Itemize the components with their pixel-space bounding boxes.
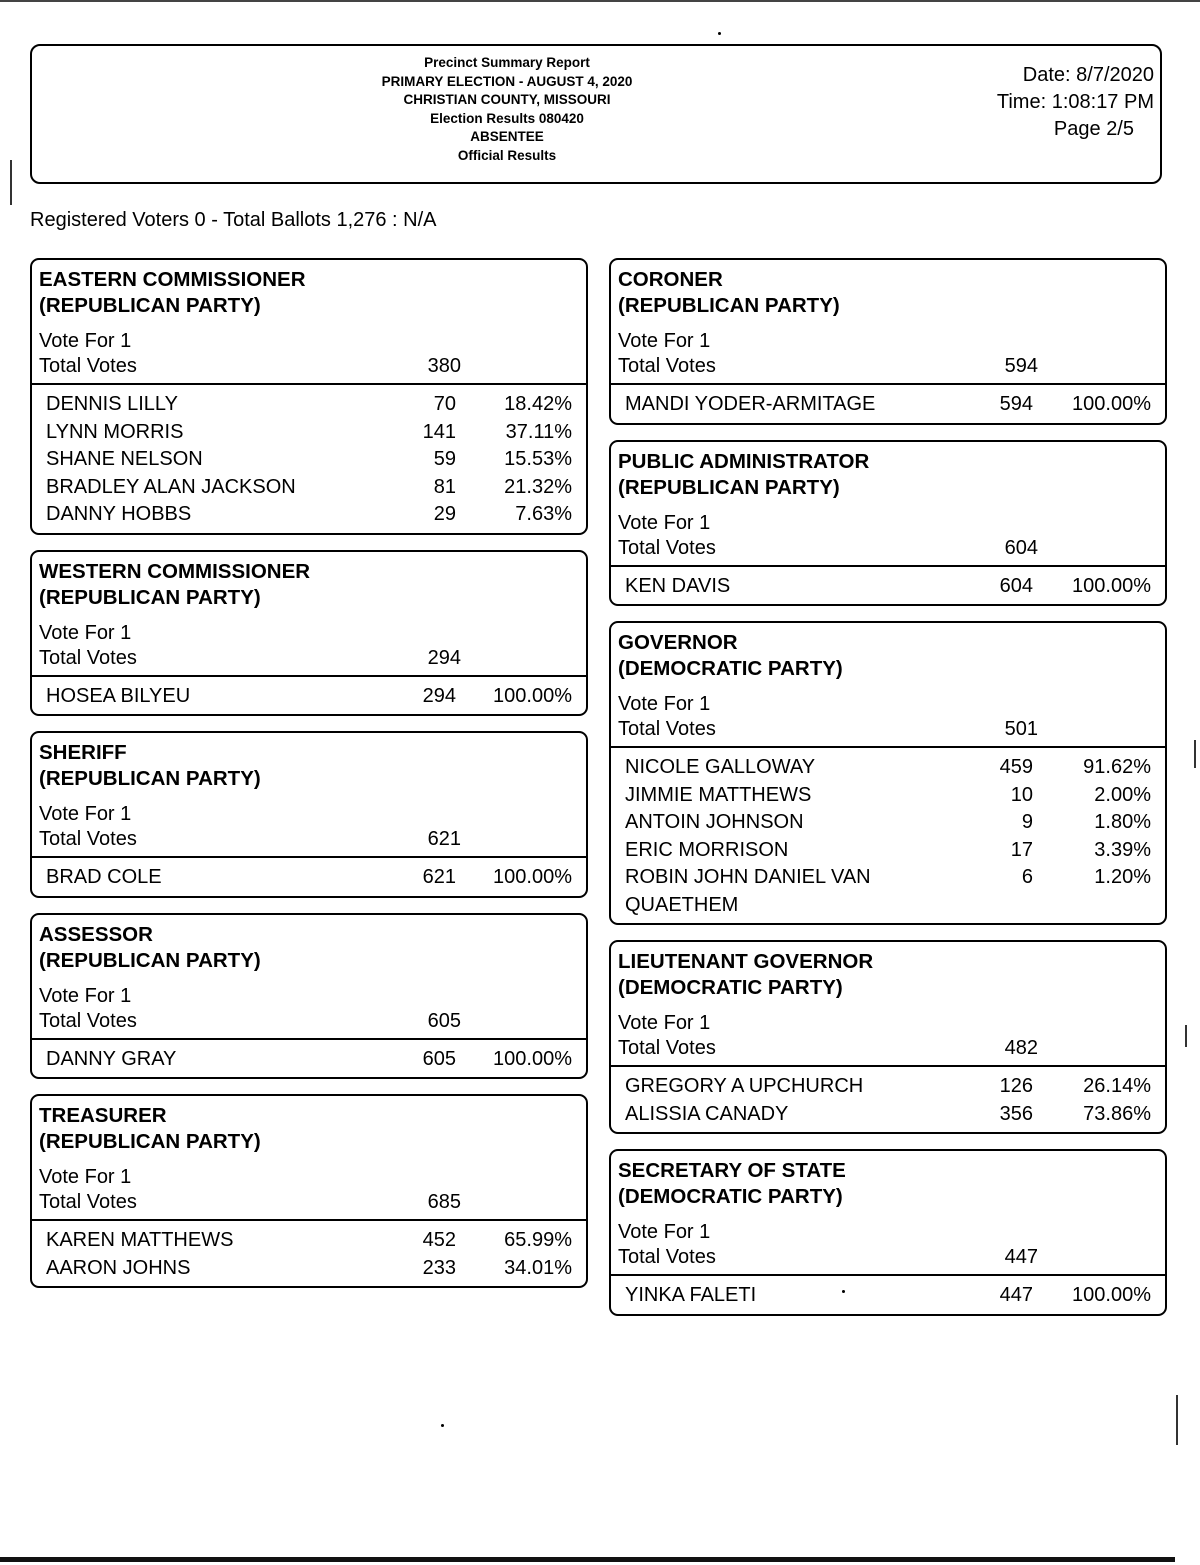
page-number: Page 2/5 (1053, 118, 1134, 140)
total-votes-row (618, 1245, 1158, 1272)
total-votes-value: 447 (1004, 1246, 1038, 1268)
candidate-votes: 233 (422, 1256, 456, 1279)
scan-speck (842, 1290, 845, 1293)
contest-header (32, 733, 586, 854)
candidate-name: HOSEA BILYEU (46, 684, 191, 707)
candidate-row (32, 683, 586, 711)
contest-title: LIEUTENANT GOVERNOR (618, 950, 874, 973)
report-time: Time: 1:08:17 PM (996, 91, 1154, 113)
contest-party: (DEMOCRATIC PARTY) (618, 976, 843, 999)
total-votes-row (618, 536, 1158, 563)
candidate-list (611, 1067, 1165, 1132)
vote-for-label: Vote For 1 (618, 1012, 711, 1034)
candidate-name: YINKA FALETI (625, 1284, 757, 1306)
candidate-percent: 100.00% (493, 1047, 572, 1070)
left-column (30, 258, 588, 1303)
candidate-percent: 37.11% (505, 420, 572, 443)
candidate-list (32, 858, 586, 896)
contest-box (30, 1094, 588, 1288)
total-votes-value: 621 (427, 828, 461, 850)
registered-voters-line: Registered Voters 0 - Total Ballots 1,276 : N/A (30, 209, 437, 231)
total-votes-row (618, 354, 1158, 381)
total-votes-row (39, 354, 579, 381)
candidate-name: ERIC MORRISON (625, 838, 789, 861)
total-votes-row (618, 1036, 1158, 1063)
candidate-name: SHANE NELSON (46, 448, 203, 470)
candidate-percent: 1.80% (1094, 811, 1151, 833)
vote-for-label: Vote For 1 (39, 621, 132, 644)
total-votes-value: 605 (427, 1009, 461, 1032)
candidate-list (611, 567, 1165, 605)
total-votes-label: Total Votes (39, 355, 137, 377)
candidate-name: LYNN MORRIS (46, 420, 184, 443)
candidate-list (611, 748, 1165, 923)
candidate-name: ANTOIN JOHNSON (625, 811, 804, 833)
candidate-row (32, 1255, 586, 1283)
contest-header (32, 552, 586, 673)
results-status: Official Results (457, 147, 557, 163)
vote-for-label: Vote For 1 (618, 330, 711, 352)
candidate-percent: 100.00% (1072, 574, 1151, 597)
candidate-row (611, 1073, 1165, 1101)
candidate-list (611, 385, 1165, 423)
candidate-percent: 18.42% (504, 393, 572, 415)
contest-title: CORONER (618, 268, 723, 291)
candidate-percent: 100.00% (1072, 1284, 1151, 1306)
margin-mark (10, 160, 12, 205)
contest-party: (DEMOCRATIC PARTY) (618, 657, 843, 680)
candidate-name: AARON JOHNS (46, 1256, 191, 1279)
contest-box (609, 440, 1167, 607)
candidate-list (32, 1040, 586, 1078)
candidate-votes: 9 (1021, 811, 1033, 833)
candidate-votes: 17 (1010, 838, 1033, 861)
contest-header (611, 942, 1165, 1063)
total-votes-row (618, 717, 1158, 744)
vote-for-label: Vote For 1 (39, 1166, 132, 1188)
candidate-votes: 621 (422, 866, 456, 888)
contest-party: (REPUBLICAN PARTY) (39, 1130, 261, 1153)
total-votes-row (39, 1009, 579, 1036)
candidate-percent: 15.53% (504, 448, 572, 470)
candidate-row (611, 391, 1165, 419)
candidate-name: DENNIS LILLY (46, 393, 178, 415)
contest-party: (REPUBLICAN PARTY) (618, 475, 840, 499)
candidate-percent: 73.86% (1083, 1102, 1151, 1125)
election-name: PRIMARY ELECTION - AUGUST 4, 2020 (381, 73, 633, 89)
candidate-percent: 100.00% (493, 684, 572, 707)
candidate-row (611, 573, 1165, 601)
scan-speck (441, 1424, 444, 1427)
candidate-percent: 2.00% (1094, 783, 1151, 806)
margin-mark (1185, 1025, 1187, 1047)
total-votes-label: Total Votes (39, 1009, 137, 1032)
candidate-votes: 459 (999, 756, 1033, 778)
ballot-type: ABSENTEE (470, 129, 544, 144)
candidate-percent: 21.32% (504, 475, 572, 498)
contest-party: (REPUBLICAN PARTY) (39, 294, 261, 317)
candidate-row (32, 864, 586, 892)
contest-title: PUBLIC ADMINISTRATOR (618, 449, 870, 473)
candidate-votes: 447 (999, 1284, 1033, 1306)
contest-title: EASTERN COMMISSIONER (39, 268, 306, 291)
contest-header (611, 442, 1165, 563)
contest-title: SECRETARY OF STATE (618, 1159, 846, 1182)
candidate-row (611, 754, 1165, 782)
vote-for-label: Vote For 1 (39, 984, 132, 1007)
report-date: Date: 8/7/2020 (1022, 64, 1154, 86)
candidate-row (32, 501, 586, 529)
contest-title: ASSESSOR (39, 922, 153, 946)
candidate-row (611, 837, 1165, 865)
candidate-votes: 70 (433, 393, 456, 415)
contest-box (609, 621, 1167, 925)
scan-speck (718, 32, 721, 35)
vote-for-label: Vote For 1 (39, 330, 132, 352)
contest-title: WESTERN COMMISSIONER (39, 559, 311, 583)
total-votes-row (39, 646, 579, 673)
total-votes-label: Total Votes (39, 828, 137, 850)
contest-party: (REPUBLICAN PARTY) (39, 948, 261, 972)
county-name: CHRISTIAN COUNTY, MISSOURI (403, 92, 611, 107)
candidate-votes: 6 (1021, 866, 1033, 888)
candidate-list (32, 385, 586, 533)
total-votes-value: 594 (1004, 355, 1038, 377)
margin-mark (1194, 740, 1196, 768)
contest-header (32, 1096, 586, 1217)
report-meta (997, 62, 1154, 143)
candidate-percent: 91.62% (1083, 756, 1151, 778)
candidate-name: KAREN MATTHEWS (46, 1229, 234, 1251)
candidate-votes: 81 (433, 475, 456, 498)
candidate-name: GREGORY A UPCHURCH (625, 1075, 864, 1097)
candidate-name: NICOLE GALLOWAY (625, 756, 816, 778)
candidate-name: JIMMIE MATTHEWS (625, 783, 812, 806)
vote-for-label: Vote For 1 (618, 693, 711, 715)
contest-box (609, 258, 1167, 425)
candidate-name: KEN DAVIS (625, 574, 731, 597)
candidate-percent: 34.01% (504, 1256, 572, 1279)
results-id: Election Results 080420 (430, 110, 584, 126)
total-votes-value: 685 (427, 1191, 461, 1213)
candidate-votes: 59 (433, 448, 456, 470)
candidate-row (611, 782, 1165, 810)
right-column (609, 258, 1167, 1331)
contest-title: GOVERNOR (618, 631, 738, 654)
contest-box (609, 1149, 1167, 1316)
page-bottom-edge (0, 1557, 1175, 1562)
candidate-votes: 356 (999, 1102, 1033, 1125)
candidate-row (32, 1227, 586, 1255)
candidate-votes: 141 (422, 420, 456, 443)
candidate-name: DANNY HOBBS (46, 503, 192, 525)
candidate-name: DANNY GRAY (46, 1047, 177, 1070)
candidate-row (611, 1282, 1165, 1310)
candidate-percent: 100.00% (493, 866, 572, 888)
contest-party: (REPUBLICAN PARTY) (39, 585, 261, 609)
contest-header (611, 623, 1165, 744)
total-votes-label: Total Votes (618, 1246, 716, 1268)
candidate-name: ALISSIA CANADY (625, 1102, 789, 1125)
total-votes-label: Total Votes (618, 536, 716, 559)
vote-for-label: Vote For 1 (618, 511, 711, 534)
contest-party: (REPUBLICAN PARTY) (618, 294, 840, 317)
total-votes-label: Total Votes (39, 1191, 137, 1213)
candidate-percent: 7.63% (515, 503, 572, 525)
vote-for-label: Vote For 1 (618, 1221, 711, 1243)
total-votes-label: Total Votes (618, 718, 716, 740)
vote-for-label: Vote For 1 (39, 803, 132, 825)
candidate-list (32, 1221, 586, 1286)
total-votes-row (39, 1190, 579, 1217)
candidate-list (611, 1276, 1165, 1314)
total-votes-value: 482 (1004, 1037, 1038, 1059)
contest-header (32, 260, 586, 381)
contest-party: (DEMOCRATIC PARTY) (618, 1185, 843, 1208)
candidate-name: ROBIN JOHN DANIEL VAN QUAETHEM (625, 866, 871, 916)
candidate-percent: 1.20% (1094, 866, 1151, 888)
candidate-percent: 3.39% (1094, 838, 1151, 861)
candidate-votes: 605 (422, 1047, 456, 1070)
contest-title: SHERIFF (39, 741, 127, 764)
total-votes-row (39, 827, 579, 854)
candidate-votes: 604 (999, 574, 1033, 597)
contest-box (30, 913, 588, 1080)
candidate-row (32, 391, 586, 419)
total-votes-label: Total Votes (618, 1037, 716, 1059)
contest-box (609, 940, 1167, 1134)
candidate-row (611, 864, 1165, 919)
candidate-votes: 126 (999, 1075, 1033, 1097)
candidate-votes: 594 (999, 393, 1033, 415)
candidate-row (32, 419, 586, 447)
contest-box (30, 258, 588, 535)
candidate-row (611, 809, 1165, 837)
candidate-percent: 65.99% (504, 1229, 572, 1251)
total-votes-label: Total Votes (39, 646, 137, 669)
contest-box (30, 550, 588, 717)
contest-header (32, 915, 586, 1036)
candidate-percent: 100.00% (1072, 393, 1151, 415)
contest-header (611, 260, 1165, 381)
candidate-name: BRAD COLE (46, 866, 162, 888)
total-votes-value: 294 (427, 646, 461, 669)
candidate-votes: 294 (422, 684, 456, 707)
candidate-row (32, 474, 586, 502)
contest-party: (REPUBLICAN PARTY) (39, 767, 261, 790)
margin-mark (1176, 1395, 1178, 1445)
report-header (30, 44, 1162, 184)
page-top-edge (0, 0, 1200, 7)
candidate-row (32, 1046, 586, 1074)
candidate-votes: 452 (422, 1229, 456, 1251)
report-title-block (282, 54, 732, 165)
report-title: Precinct Summary Report (424, 55, 590, 70)
candidate-votes: 29 (433, 503, 456, 525)
candidate-name: BRADLEY ALAN JACKSON (46, 475, 296, 498)
candidate-votes: 10 (1010, 783, 1033, 806)
contest-box (30, 731, 588, 898)
contest-header (611, 1151, 1165, 1272)
candidate-list (32, 677, 586, 715)
contest-title: TREASURER (39, 1104, 167, 1127)
total-votes-value: 380 (427, 355, 461, 377)
candidate-name: MANDI YODER-ARMITAGE (625, 393, 876, 415)
total-votes-value: 604 (1004, 536, 1038, 559)
candidate-percent: 26.14% (1083, 1075, 1151, 1097)
total-votes-value: 501 (1004, 718, 1038, 740)
total-votes-label: Total Votes (618, 355, 716, 377)
candidate-row (32, 446, 586, 474)
candidate-row (611, 1101, 1165, 1129)
